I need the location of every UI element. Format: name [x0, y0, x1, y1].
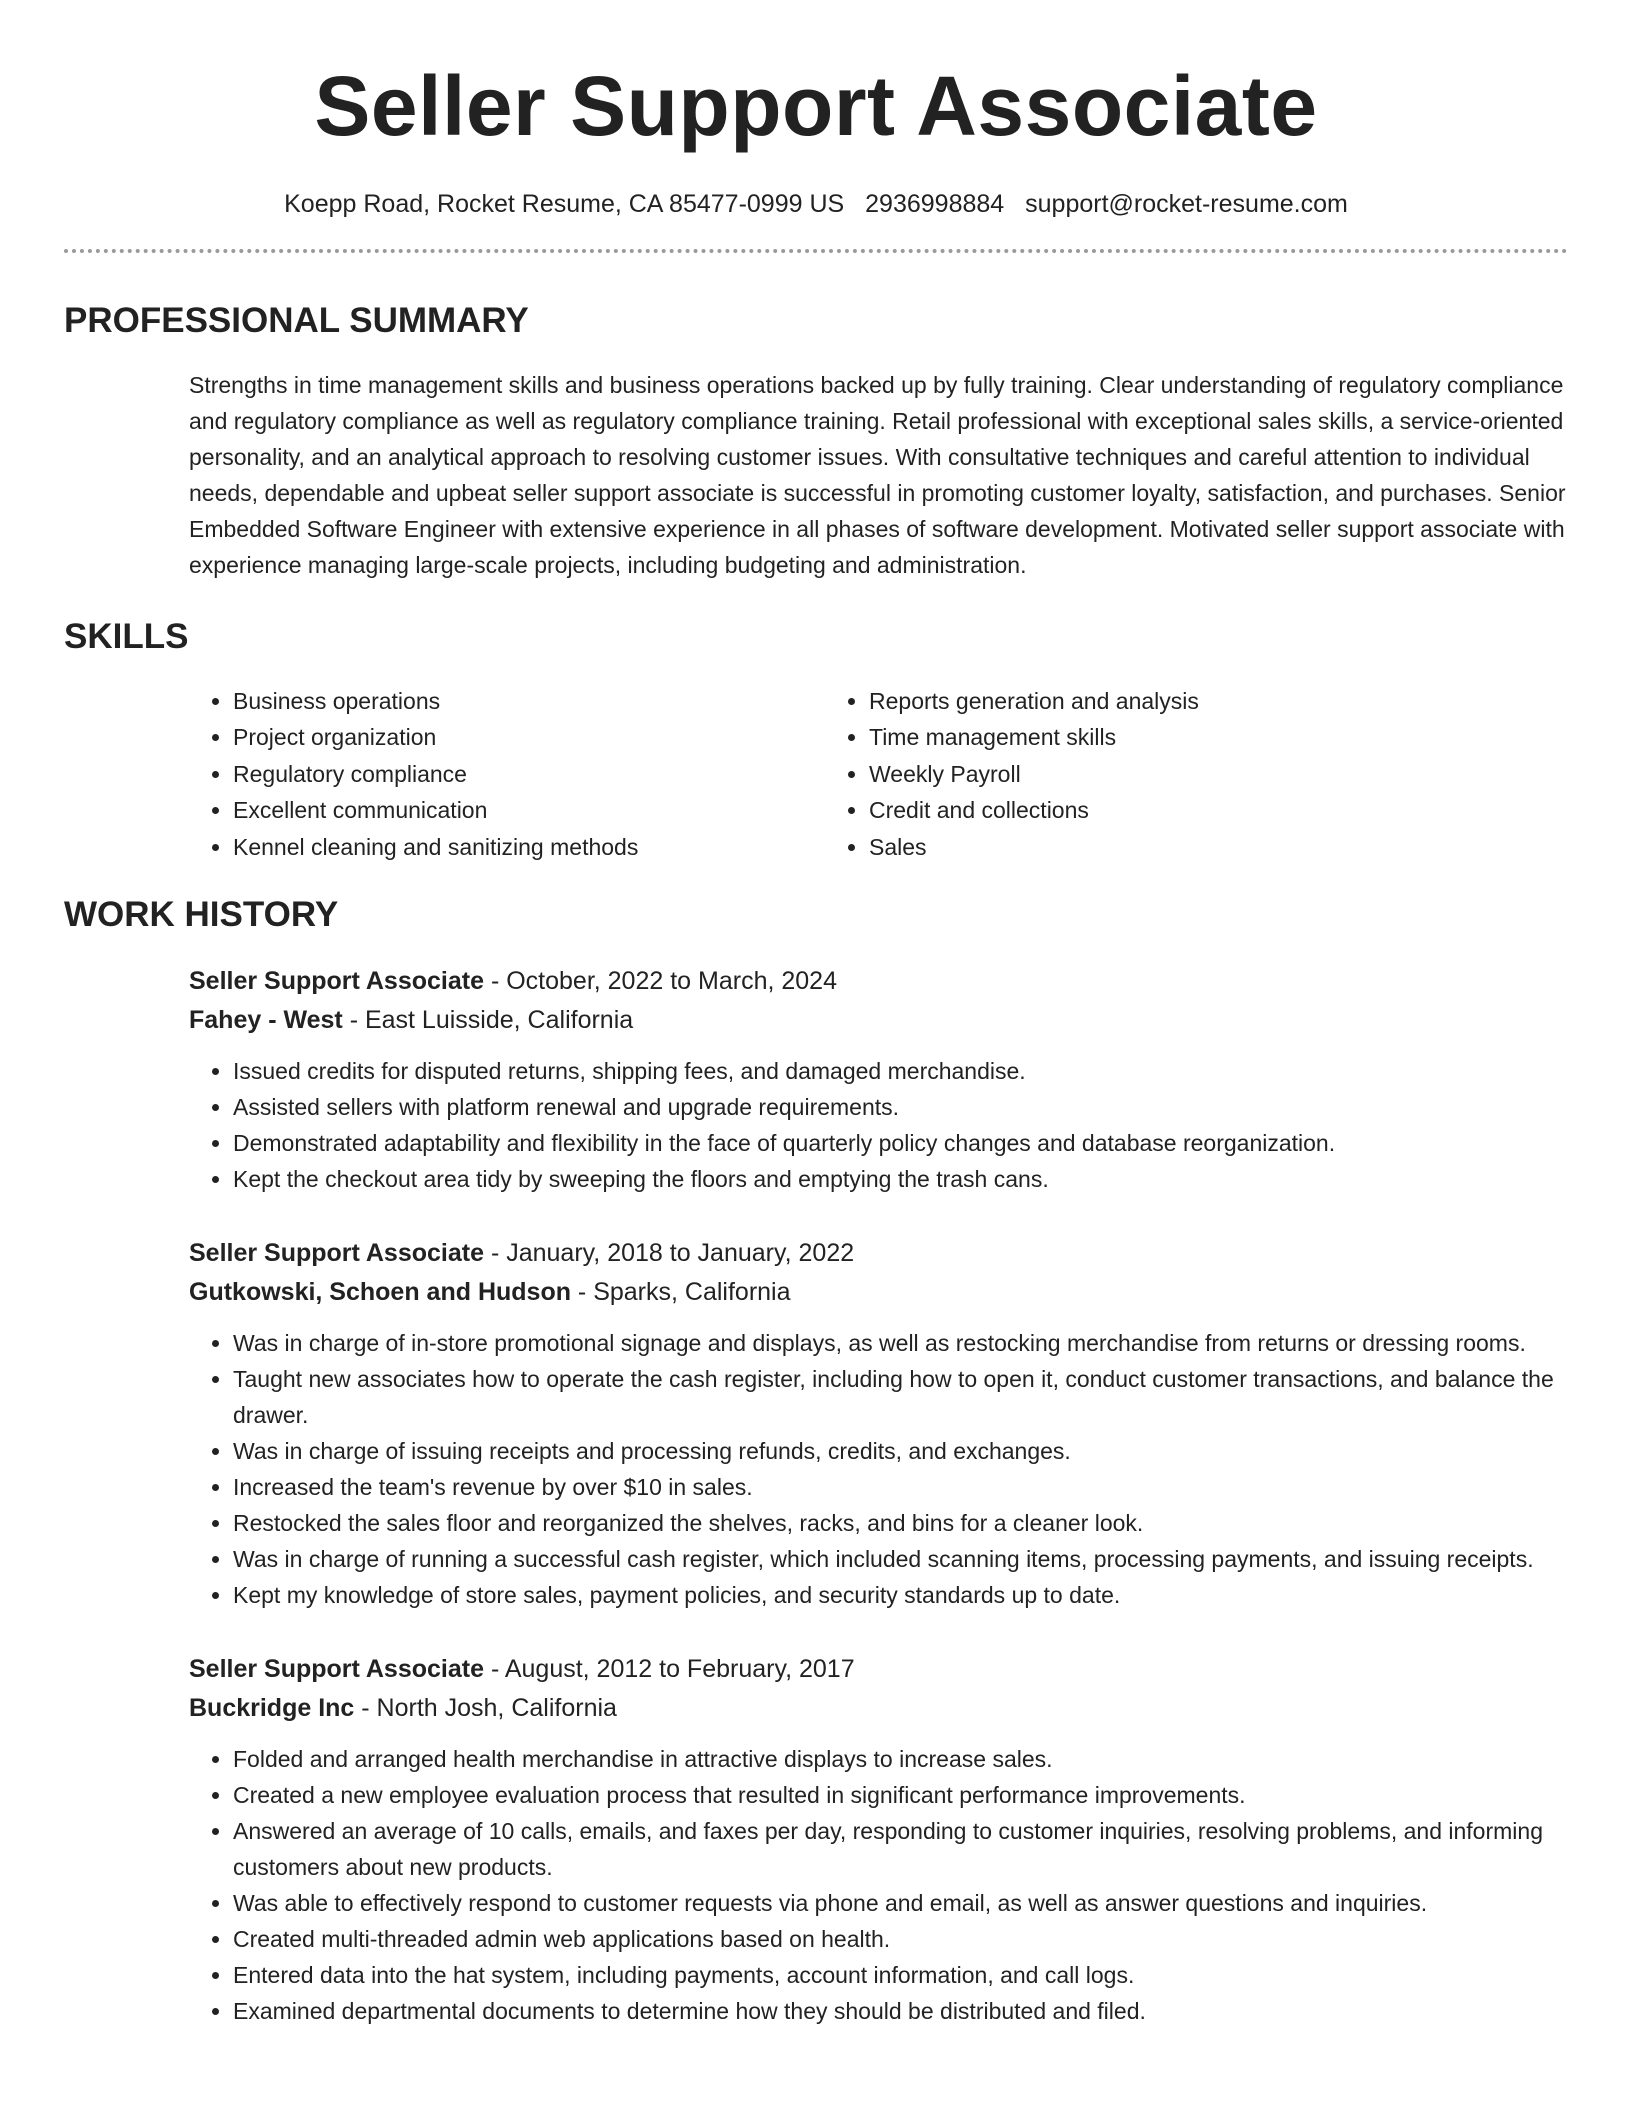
job-location: - North Josh, California — [354, 1694, 617, 1723]
job-company: Buckridge Inc — [189, 1694, 355, 1723]
job-bullets — [189, 1325, 1568, 1613]
job-bullet: • Issued credits for disputed returns, shipping fees, and damaged merchandise. — [233, 1053, 1568, 1089]
job-bullet: • Examined departmental documents to determine how they should be distributed and filed. — [233, 1993, 1568, 2029]
job-role: Seller Support Associate — [189, 1655, 484, 1684]
job-bullet: • Answered an average of 10 calls, emails, and faxes per day, responding to customer inquiries, resolving problems, and informing customers about new products. — [233, 1813, 1568, 1885]
contact-address: Koepp Road, Rocket Resume, CA 85477-0999 US — [284, 190, 845, 218]
job-bullet: • Was in charge of running a successful cash register, which included scanning items, processing payments, and issuing receipts. — [233, 1541, 1568, 1577]
skill-item: • Kennel cleaning and sanitizing methods — [233, 829, 825, 865]
job-bullet: • Assisted sellers with platform renewal and upgrade requirements. — [233, 1089, 1568, 1125]
job-bullet: • Was able to effectively respond to customer requests via phone and email, as well as answer questions and inquiries. — [233, 1885, 1568, 1921]
job-bullet: • Folded and arranged health merchandise in attractive displays to increase sales. — [233, 1741, 1568, 1777]
work-history-heading: WORK HISTORY — [64, 895, 339, 935]
job-company-line — [189, 1689, 1568, 1728]
job-location: - Sparks, California — [570, 1278, 791, 1307]
job-bullet: • Demonstrated adaptability and flexibility in the face of quarterly policy changes and database reorganization. — [233, 1125, 1568, 1161]
job-bullet: • Kept the checkout area tidy by sweeping the floors and emptying the trash cans. — [233, 1161, 1568, 1197]
job-entry — [189, 1650, 1568, 2029]
job-bullet: • Entered data into the hat system, including payments, account information, and call logs. — [233, 1957, 1568, 1993]
resume-header — [64, 0, 1568, 220]
job-bullet: • Taught new associates how to operate the cash register, including how to open it, conduct customer transactions, and balance the drawer. — [233, 1361, 1568, 1433]
skill-item: • Time management skills — [869, 719, 1461, 755]
header-divider — [64, 249, 1568, 253]
skill-item: • Regulatory compliance — [233, 756, 825, 792]
job-entry — [189, 1234, 1568, 1613]
job-bullet: • Created a new employee evaluation process that resulted in significant performance improvements. — [233, 1777, 1568, 1813]
contact-line — [64, 188, 1568, 220]
candidate-name: Seller Support Associate — [314, 59, 1318, 153]
job-bullet: • Was in charge of issuing receipts and processing refunds, credits, and exchanges. — [233, 1433, 1568, 1469]
job-bullet: • Increased the team's revenue by over $10 in sales. — [233, 1469, 1568, 1505]
skill-item: • Weekly Payroll — [869, 756, 1461, 792]
job-company-line — [189, 1273, 1568, 1312]
job-role-line — [189, 962, 1568, 1001]
job-bullets — [189, 1741, 1568, 2029]
skill-item: • Credit and collections — [869, 792, 1461, 828]
job-bullet: • Created multi-threaded admin web applications based on health. — [233, 1921, 1568, 1957]
skills-column-right — [825, 683, 1461, 865]
job-dates: - August, 2012 to February, 2017 — [484, 1655, 855, 1684]
skill-item: • Reports generation and analysis — [869, 683, 1461, 719]
job-bullets — [189, 1053, 1568, 1197]
job-company: Gutkowski, Schoen and Hudson — [189, 1278, 571, 1307]
skill-item: • Business operations — [233, 683, 825, 719]
job-bullet: • Restocked the sales floor and reorganized the shelves, racks, and bins for a cleaner look. — [233, 1505, 1568, 1541]
summary-heading: PROFESSIONAL SUMMARY — [64, 301, 529, 340]
job-role-line — [189, 1234, 1568, 1273]
contact-phone: 2936998884 — [865, 190, 1005, 218]
job-company: Fahey - West — [189, 1006, 343, 1035]
skills-heading: SKILLS — [64, 617, 189, 656]
job-dates: - October, 2022 to March, 2024 — [484, 967, 837, 996]
job-entry — [189, 962, 1568, 1197]
job-bullet: • Was in charge of in-store promotional signage and displays, as well as restocking merchandise from returns or dressing rooms. — [233, 1325, 1568, 1361]
job-role: Seller Support Associate — [189, 967, 484, 996]
summary-text: Strengths in time management skills and business operations backed up by fully training. Clear understanding of regulatory compliance and regulatory compliance as well as regulatory compliance training. Retail professional with exceptional sales skills, a service-oriented personality, and an analytical approach to resolving customer issues. With consultative techniques and careful attention to individual needs, dependable and upbeat seller support associate is successful in promoting customer loyalty, satisfaction, and purchases. Senior Embedded Software Engineer with extensive experience in all phases of software development. Motivated seller support associate with experience managing large-scale projects, including budgeting and administration. — [189, 372, 1566, 578]
skills-column-left — [189, 683, 825, 865]
job-bullet: • Kept my knowledge of store sales, payment policies, and security standards up to date. — [233, 1577, 1568, 1613]
job-role: Seller Support Associate — [189, 1239, 484, 1268]
skills-list — [189, 683, 1568, 865]
job-location: - East Luisside, California — [342, 1006, 634, 1035]
contact-email: support@rocket-resume.com — [1025, 190, 1348, 218]
skill-item: • Project organization — [233, 719, 825, 755]
job-role-line — [189, 1650, 1568, 1689]
job-company-line — [189, 1001, 1568, 1040]
skill-item: • Excellent communication — [233, 792, 825, 828]
skill-item: • Sales — [869, 829, 1461, 865]
job-dates: - January, 2018 to January, 2022 — [484, 1239, 855, 1268]
